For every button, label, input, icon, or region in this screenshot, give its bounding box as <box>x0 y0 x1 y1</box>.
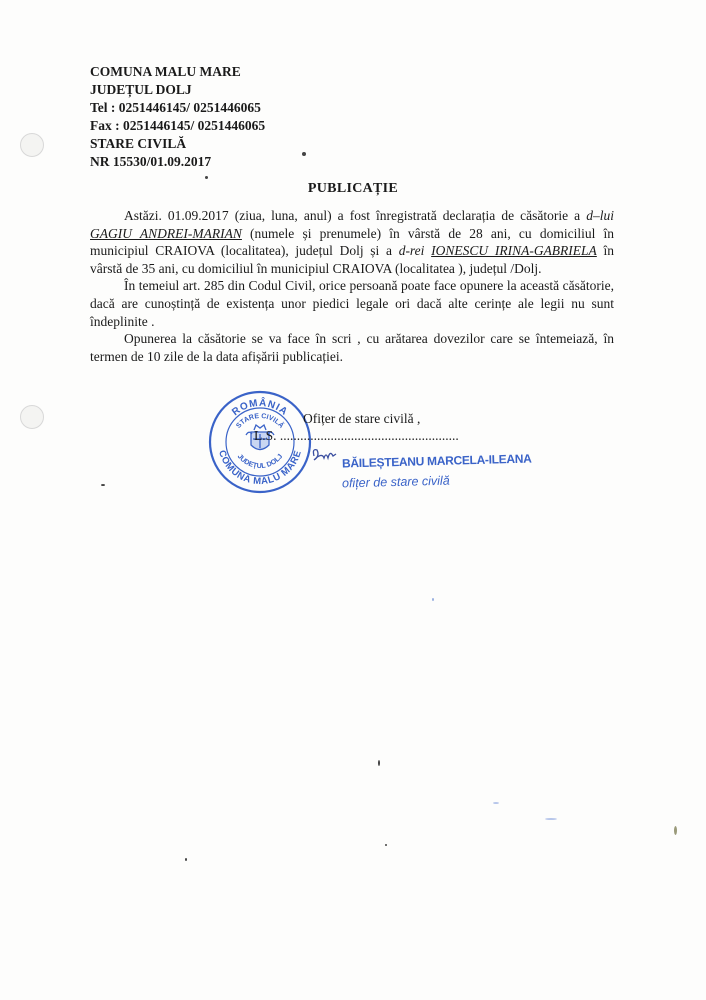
scan-speck <box>545 818 557 820</box>
issuer-header <box>90 63 265 171</box>
text-fragment: d-rei <box>398 243 425 259</box>
svg-text:JUDEȚUL DOLJ <box>236 453 285 470</box>
header-registration-number: NR 15530/01.09.2017 <box>90 154 212 169</box>
bride-name: IONESCU IRINA-GABRIELA <box>431 243 597 259</box>
officer-role-label: Ofițer de stare civilă , <box>303 411 421 426</box>
scan-speck <box>101 484 105 486</box>
scan-speck <box>185 858 187 861</box>
header-phone: Tel : 0251446145/ 0251446065 <box>90 100 261 115</box>
seal-placeholder-line: L.S. ..................................................... <box>254 428 459 443</box>
seal-text-top: ROMÂNIA <box>230 397 290 419</box>
text-fragment: d–lui <box>586 208 614 223</box>
scan-speck <box>385 844 387 846</box>
paragraph-opposition: Opunerea la căsătorie se va face în scri , cu arătarea dovezilor care se întemeiază, în termen de 10 zile de la data afișării publicației. <box>90 331 614 364</box>
text-fragment: (numele și prenumele) în vârstă de 28 ani, cu domiciliul în municipiul CRAIOVA (localitatea), județul Dolj și a <box>90 225 614 259</box>
text-fragment: în vârstă de 35 ani, cu domiciliul în municipiul CRAIOVA (localitatea ), județul /Dolj. <box>90 243 615 276</box>
scan-speck <box>205 176 208 179</box>
officer-name-stamp: BĂILEȘTEANU MARCELA-ILEANA <box>341 451 532 471</box>
seal-text-county: JUDEȚUL DOLJ <box>235 453 285 471</box>
paragraph-legal-basis: În temeiul art. 285 din Codul Civil, orice persoană poate face opunere la această căsătorie, dacă are cunoștință de existența unor piedici legale ori dacă alte cerințe ale legii nu sunt îndeplinite . <box>90 278 614 329</box>
officer-role-stamp: ofițer de stare civilă <box>341 473 450 491</box>
seal-text-inner: STARE CIVILĂ <box>235 412 285 430</box>
header-department: STARE CIVILĂ <box>90 136 187 151</box>
punch-hole-mark <box>20 133 44 157</box>
document-title: PUBLICAȚIE <box>307 181 399 196</box>
scan-speck <box>378 760 380 766</box>
text-fragment: Astăzi. 01.09.2017 (ziua, luna, anul) a fost înregistrată declarația de căsătorie a <box>124 208 587 223</box>
seal-text-bottom: COMUNA MALU MARE <box>216 448 304 488</box>
groom-name: GAGIU ANDREI-MARIAN <box>90 225 242 241</box>
scan-speck <box>493 802 499 804</box>
scan-speck <box>302 152 306 156</box>
header-commune: COMUNA MALU MARE <box>90 64 241 79</box>
document-body <box>90 207 614 365</box>
scan-speck <box>674 826 677 835</box>
header-fax: Fax : 0251446145/ 0251446065 <box>90 118 266 133</box>
punch-hole-mark <box>20 405 44 429</box>
paragraph-declaration <box>90 207 614 277</box>
header-county: JUDEȚUL DOLJ <box>90 82 192 97</box>
scan-speck <box>432 598 434 601</box>
